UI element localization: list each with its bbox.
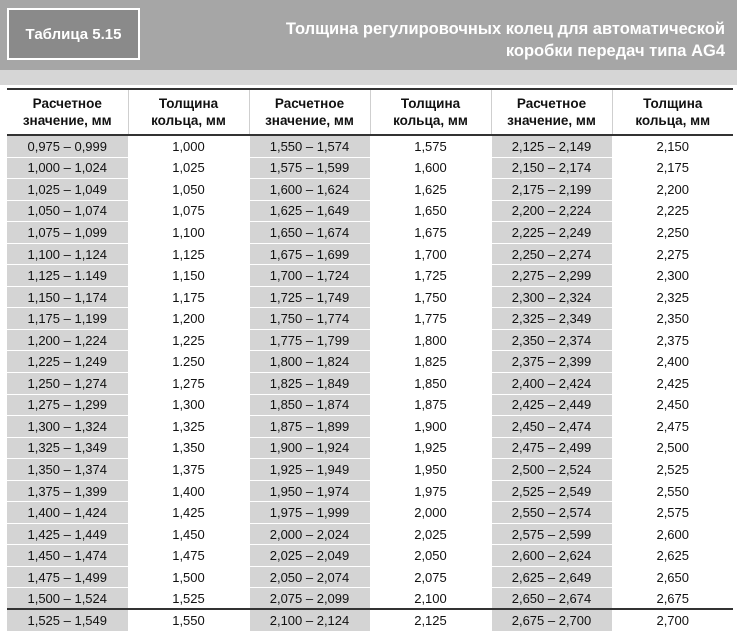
calculated-value-cell: 1,050 – 1,074 [7,200,128,222]
ring-thickness-cell: 1,675 [370,222,491,244]
calculated-value-cell: 1,500 – 1,524 [7,588,128,610]
calculated-value-cell: 2,650 – 2,674 [491,588,612,610]
column-header-line: Толщина [643,96,703,111]
calculated-value-cell: 2,275 – 2,299 [491,265,612,287]
column-header-line: значение, мм [22,113,112,128]
table-title-line-2: коробки передач типа AG4 [505,42,725,60]
ring-thickness-cell: 1,150 [128,265,249,287]
ring-thickness-cell: 1,300 [128,394,249,416]
table-title-line-1: Толщина регулировочных колец для автоматической [285,20,725,38]
ring-thickness-cell: 2,300 [612,265,733,287]
calculated-value-cell: 1,575 – 1,599 [249,157,370,179]
column-header-line: Толщина [400,96,461,111]
calculated-value-cell: 2,150 – 2,174 [491,157,612,179]
ring-thickness-cell: 2,675 [612,588,733,610]
column-header-line: кольца, мм [635,113,711,128]
calculated-value-cell: 1,100 – 1,124 [7,243,128,265]
calculated-value-cell: 1,375 – 1,399 [7,480,128,502]
table-row [7,394,733,416]
ring-thickness-cell: 1,200 [128,308,249,330]
table-row [7,610,733,632]
calculated-value-cell: 1,875 – 1,899 [249,416,370,438]
calculated-value-cell: 1,650 – 1,674 [249,222,370,244]
ring-thickness-cell: 2,700 [612,610,733,632]
calculated-value-cell: 1,950 – 1,974 [249,480,370,502]
ring-thickness-cell: 2,125 [370,610,491,632]
calculated-value-cell: 2,100 – 2,124 [249,610,370,632]
ring-thickness-cell: 1,425 [128,502,249,524]
calculated-value-cell: 1,525 – 1,549 [7,610,128,632]
calculated-value-cell: 2,475 – 2,499 [491,437,612,459]
table-bottom-rule [7,608,733,610]
calculated-value-cell: 1,300 – 1,324 [7,416,128,438]
ring-thickness-cell: 2,325 [612,286,733,308]
table-banner [0,0,737,70]
calculated-value-cell: 1,725 – 1,749 [249,286,370,308]
column-header [128,89,249,135]
ring-thickness-cell: 1,800 [370,329,491,351]
ring-thickness-cell: 1.250 [128,351,249,373]
ring-thickness-cell: 1,925 [370,437,491,459]
column-header-line: Расчетное [274,96,345,111]
ring-thickness-cell: 2,525 [612,459,733,481]
calculated-value-cell: 1,975 – 1,999 [249,502,370,524]
ring-thickness-cell: 1,475 [128,545,249,567]
table-row [7,523,733,545]
ring-thickness-cell: 1,100 [128,222,249,244]
table-row [7,308,733,330]
calculated-value-cell: 1,625 – 1,649 [249,200,370,222]
calculated-value-cell: 2,350 – 2,374 [491,329,612,351]
table-row [7,135,733,157]
ring-thickness-cell: 1,075 [128,200,249,222]
table-row [7,437,733,459]
table-row [7,265,733,287]
table-row [7,200,733,222]
calculated-value-cell: 1,025 – 1,049 [7,179,128,201]
calculated-value-cell: 2,400 – 2,424 [491,373,612,395]
ring-thickness-cell: 1,000 [128,135,249,157]
column-header [370,89,491,135]
table-header [7,89,733,135]
ring-thickness-cell: 1,325 [128,416,249,438]
calculated-value-cell: 2,375 – 2,399 [491,351,612,373]
calculated-value-cell: 1,400 – 1,424 [7,502,128,524]
calculated-value-cell: 1,150 – 1,174 [7,286,128,308]
ring-thickness-cell: 1,725 [370,265,491,287]
calculated-value-cell: 0,975 – 0,999 [7,135,128,157]
column-header-line: Расчетное [516,96,587,111]
calculated-value-cell: 1,475 – 1,499 [7,566,128,588]
calculated-value-cell: 2,550 – 2,574 [491,502,612,524]
calculated-value-cell: 2,125 – 2,149 [491,135,612,157]
ring-thickness-cell: 2,175 [612,157,733,179]
calculated-value-cell: 1,900 – 1,924 [249,437,370,459]
ring-thickness-cell: 2,500 [612,437,733,459]
calculated-value-cell: 1,225 – 1,249 [7,351,128,373]
ring-thickness-cell: 2,050 [370,545,491,567]
calculated-value-cell: 1,075 – 1,099 [7,222,128,244]
column-header-line: значение, мм [507,113,596,128]
ring-thickness-cell: 2,275 [612,243,733,265]
table-body [7,135,733,631]
ring-thickness-cell: 2,450 [612,394,733,416]
calculated-value-cell: 1,925 – 1,949 [249,459,370,481]
table-row [7,373,733,395]
ring-thickness-cell: 2,550 [612,480,733,502]
ring-thickness-cell: 2,400 [612,351,733,373]
calculated-value-cell: 2,250 – 2,274 [491,243,612,265]
ring-thickness-cell: 2,225 [612,200,733,222]
calculated-value-cell: 2,075 – 2,099 [249,588,370,610]
calculated-value-cell: 2,675 – 2,700 [491,610,612,632]
calculated-value-cell: 1,350 – 1,374 [7,459,128,481]
ring-thickness-cell: 1,775 [370,308,491,330]
ring-thickness-cell: 1,650 [370,200,491,222]
table-row [7,459,733,481]
ring-thickness-cell: 1,700 [370,243,491,265]
calculated-value-cell: 2,450 – 2,474 [491,416,612,438]
table-row [7,545,733,567]
calculated-value-cell: 2,200 – 2,224 [491,200,612,222]
calculated-value-cell: 1,850 – 1,874 [249,394,370,416]
calculated-value-cell: 2,300 – 2,324 [491,286,612,308]
calculated-value-cell: 2,575 – 2,599 [491,523,612,545]
ring-thickness-cell: 2,100 [370,588,491,610]
ring-thickness-cell: 2,425 [612,373,733,395]
column-header-line: кольца, мм [151,113,226,128]
column-header [491,89,612,135]
ring-thickness-cell: 2,250 [612,222,733,244]
calculated-value-cell: 1,000 – 1,024 [7,157,128,179]
ring-thickness-cell: 2,575 [612,502,733,524]
table-row [7,351,733,373]
column-header-line: Расчетное [32,96,102,111]
table-row [7,179,733,201]
ring-thickness-cell: 1,875 [370,394,491,416]
calculated-value-cell: 1,750 – 1,774 [249,308,370,330]
calculated-value-cell: 2,000 – 2,024 [249,523,370,545]
calculated-value-cell: 2,425 – 2,449 [491,394,612,416]
calculated-value-cell: 1,200 – 1,224 [7,329,128,351]
ring-thickness-cell: 1,900 [370,416,491,438]
column-header-line: Толщина [158,96,219,111]
ring-thickness-cell: 1,975 [370,480,491,502]
ring-thickness-cell: 1,750 [370,286,491,308]
ring-thickness-cell: 2,025 [370,523,491,545]
calculated-value-cell: 1,700 – 1,724 [249,265,370,287]
calculated-value-cell: 2,600 – 2,624 [491,545,612,567]
ring-thickness-cell: 1,525 [128,588,249,610]
ring-thickness-cell: 1,500 [128,566,249,588]
ring-thickness-cell: 1,600 [370,157,491,179]
calculated-value-cell: 1,325 – 1,349 [7,437,128,459]
ring-thickness-cell: 2,000 [370,502,491,524]
table-row [7,243,733,265]
calculated-value-cell: 2,500 – 2,524 [491,459,612,481]
table-row [7,480,733,502]
calculated-value-cell: 1,675 – 1,699 [249,243,370,265]
ring-thickness-cell: 1,125 [128,243,249,265]
ring-thickness-cell: 2,200 [612,179,733,201]
table-row [7,502,733,524]
ring-thickness-cell: 1,950 [370,459,491,481]
calculated-value-cell: 2,325 – 2,349 [491,308,612,330]
ring-thickness-cell: 2,475 [612,416,733,438]
calculated-value-cell: 1,125 – 1.149 [7,265,128,287]
column-header [7,89,128,135]
ring-thickness-cell: 1,275 [128,373,249,395]
ring-thickness-table [7,88,733,632]
calculated-value-cell: 2,225 – 2,249 [491,222,612,244]
ring-thickness-cell: 1,175 [128,286,249,308]
ring-thickness-cell: 1,450 [128,523,249,545]
calculated-value-cell: 1,175 – 1,199 [7,308,128,330]
ring-thickness-cell: 1,550 [128,610,249,632]
table-title [165,18,725,62]
calculated-value-cell: 1,600 – 1,624 [249,179,370,201]
ring-thickness-cell: 1,025 [128,157,249,179]
calculated-value-cell: 1,800 – 1,824 [249,351,370,373]
ring-thickness-cell: 1,375 [128,459,249,481]
ring-thickness-cell: 2,650 [612,566,733,588]
ring-thickness-cell: 2,600 [612,523,733,545]
ring-thickness-cell: 1,225 [128,329,249,351]
calculated-value-cell: 2,625 – 2,649 [491,566,612,588]
table-row [7,286,733,308]
ring-thickness-cell: 2,375 [612,329,733,351]
column-header-line: значение, мм [265,113,354,128]
ring-thickness-cell: 1,850 [370,373,491,395]
column-header [612,89,733,135]
banner-separator [0,70,737,85]
ring-thickness-cell: 2,075 [370,566,491,588]
table-row [7,222,733,244]
calculated-value-cell: 2,525 – 2,549 [491,480,612,502]
calculated-value-cell: 1,425 – 1,449 [7,523,128,545]
calculated-value-cell: 1,825 – 1,849 [249,373,370,395]
table-number-badge: Таблица 5.15 [7,8,140,60]
ring-thickness-cell: 2,350 [612,308,733,330]
calculated-value-cell: 2,025 – 2,049 [249,545,370,567]
ring-thickness-cell: 2,625 [612,545,733,567]
table-row [7,329,733,351]
ring-thickness-cell: 1,400 [128,480,249,502]
table-row [7,157,733,179]
table-row [7,588,733,610]
ring-thickness-cell: 1,350 [128,437,249,459]
ring-thickness-cell: 2,150 [612,135,733,157]
calculated-value-cell: 2,050 – 2,074 [249,566,370,588]
calculated-value-cell: 1,275 – 1,299 [7,394,128,416]
table-header-row [7,89,733,135]
ring-thickness-cell: 1,575 [370,135,491,157]
calculated-value-cell: 1,775 – 1,799 [249,329,370,351]
table-row [7,566,733,588]
calculated-value-cell: 1,450 – 1,474 [7,545,128,567]
table-row [7,416,733,438]
ring-thickness-cell: 1,050 [128,179,249,201]
column-header-line: кольца, мм [393,113,468,128]
ring-thickness-cell: 1,625 [370,179,491,201]
column-header [249,89,370,135]
calculated-value-cell: 1,250 – 1,274 [7,373,128,395]
calculated-value-cell: 2,175 – 2,199 [491,179,612,201]
calculated-value-cell: 1,550 – 1,574 [249,135,370,157]
ring-thickness-cell: 1,825 [370,351,491,373]
